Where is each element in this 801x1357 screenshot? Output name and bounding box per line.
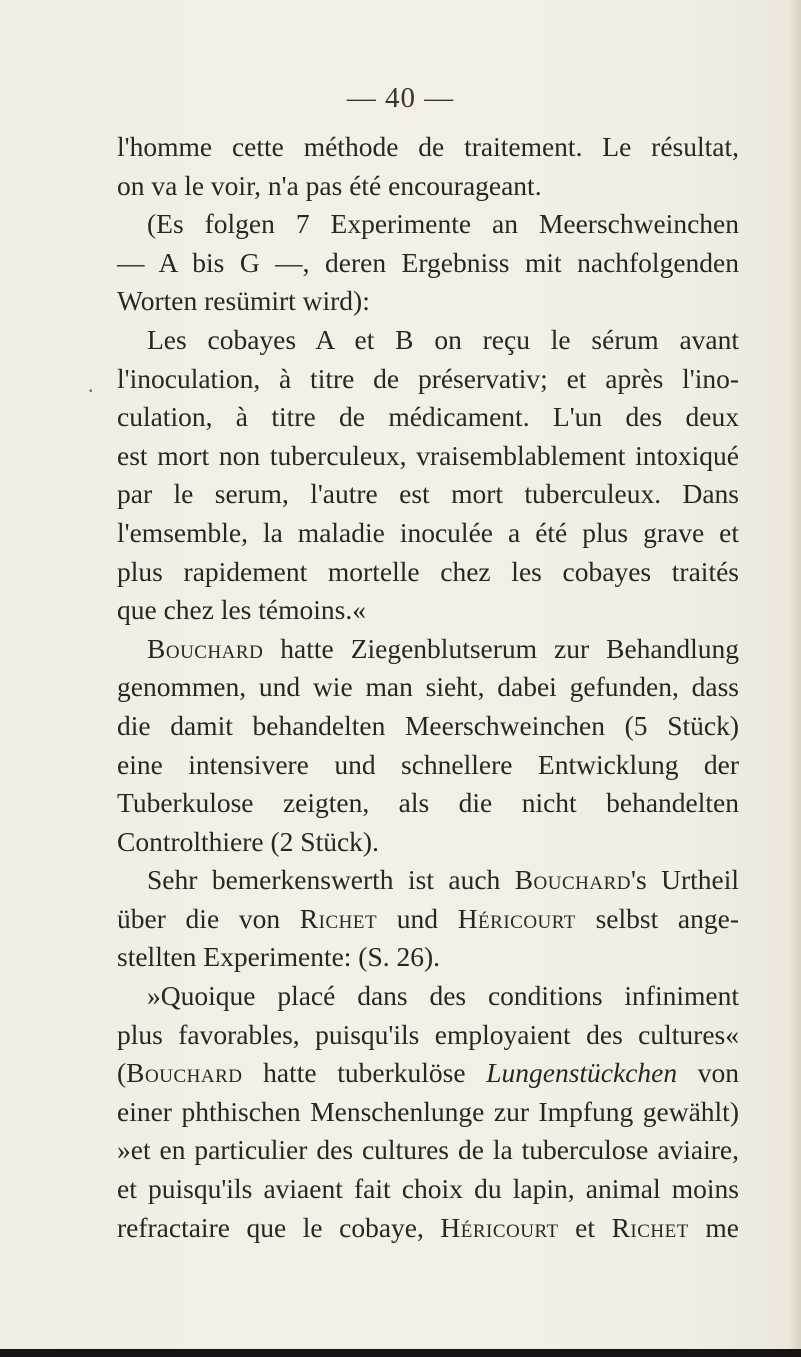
text-line: (Es folgen 7 Experimente an Meerschweinchen xyxy=(147,208,739,240)
author-name-bouchard: Bouchard xyxy=(514,864,632,896)
text-fragment: 's Urtheil xyxy=(631,864,739,896)
text-line: l'inoculation, à titre de préservativ; et après l'ino- xyxy=(117,362,739,394)
text-fragment: ( xyxy=(117,1057,127,1089)
text-line: Worten resümirt wird): xyxy=(117,285,370,317)
text-line xyxy=(117,900,739,939)
text-fragment: von xyxy=(697,1057,740,1089)
author-name-bouchard: Bouchard xyxy=(126,1057,243,1089)
text-fragment: selbst ange- xyxy=(595,902,739,934)
text-line: »Quoique placé dans des conditions infiniment xyxy=(147,980,739,1012)
text-line: — A bis G —, deren Ergebniss mit nachfolgenden xyxy=(117,246,739,278)
author-name-hericourt: Héricourt xyxy=(457,902,576,934)
text-fragment: hatte Ziegenblutserum zur Behandlung xyxy=(280,632,739,664)
italic-term: Lungenstückchen xyxy=(486,1057,678,1089)
text-line: l'homme cette méthode de traitement. Le résultat, xyxy=(117,131,739,162)
text-line: plus rapidement mortelle chez les cobayes traités xyxy=(117,555,739,587)
text-line xyxy=(117,1209,739,1248)
text-line: par le serum, l'autre est mort tuberculeux. Dans xyxy=(117,478,739,510)
text-line xyxy=(117,861,739,900)
page-number: — 40 — xyxy=(346,82,455,114)
text-line: einer phthischen Menschenlunge zur Impfung gewählt) xyxy=(117,1095,739,1127)
text-fragment: et xyxy=(575,1211,596,1243)
text-line: Tuberkulose zeigten, als die nicht behandelten xyxy=(117,787,739,819)
author-name-bouchard: Bouchard xyxy=(147,632,264,664)
text-line: plus favorables, puisqu'ils employaient des cultures« xyxy=(117,1018,739,1050)
text-line: stellten Experimente: (S. 26). xyxy=(117,941,441,973)
body-text xyxy=(117,128,739,1247)
text-line xyxy=(117,1054,739,1093)
author-name-hericourt: Héricourt xyxy=(440,1211,559,1243)
text-line: die damit behandelten Meerschweinchen (5 Stück) xyxy=(117,709,739,741)
text-line: Les cobayes A et B on reçu le sérum avant xyxy=(147,323,739,355)
text-fragment: Sehr bemerkenswerth ist auch xyxy=(147,864,501,896)
author-name-richet: Richet xyxy=(299,902,378,934)
page-edge-shadow xyxy=(789,0,801,1357)
text-line: eine intensivere und schnellere Entwicklung der xyxy=(117,748,739,780)
text-line: l'emsemble, la maladie inoculée a été plus grave et xyxy=(117,516,739,548)
author-name-richet: Richet xyxy=(611,1211,689,1243)
text-fragment: me xyxy=(705,1211,740,1243)
text-line: et puisqu'ils aviaent fait choix du lapin, animal moins xyxy=(117,1173,739,1205)
text-fragment: refractaire que le cobaye, xyxy=(117,1211,424,1243)
text-line: on va le voir, n'a pas été encourageant. xyxy=(117,169,542,201)
text-line: Controlthiere (2 Stück). xyxy=(117,825,379,857)
text-line xyxy=(117,630,739,669)
bottom-scan-edge xyxy=(0,1349,801,1357)
text-line: que chez les témoins.« xyxy=(117,594,366,626)
text-line: »et en particulier des cultures de la tuberculose aviaire, xyxy=(117,1134,739,1166)
text-line: est mort non tuberculeux, vraisemblablement intoxiqué xyxy=(117,439,739,471)
text-fragment: und xyxy=(396,902,438,934)
text-line: culation, à titre de médicament. L'un des deux xyxy=(117,401,739,433)
text-fragment: über die von xyxy=(117,902,281,934)
text-fragment: hatte tuberkulöse xyxy=(263,1057,466,1089)
margin-mark: . xyxy=(88,372,94,397)
text-line: genommen, und wie man sieht, dabei gefunden, dass xyxy=(117,671,739,703)
